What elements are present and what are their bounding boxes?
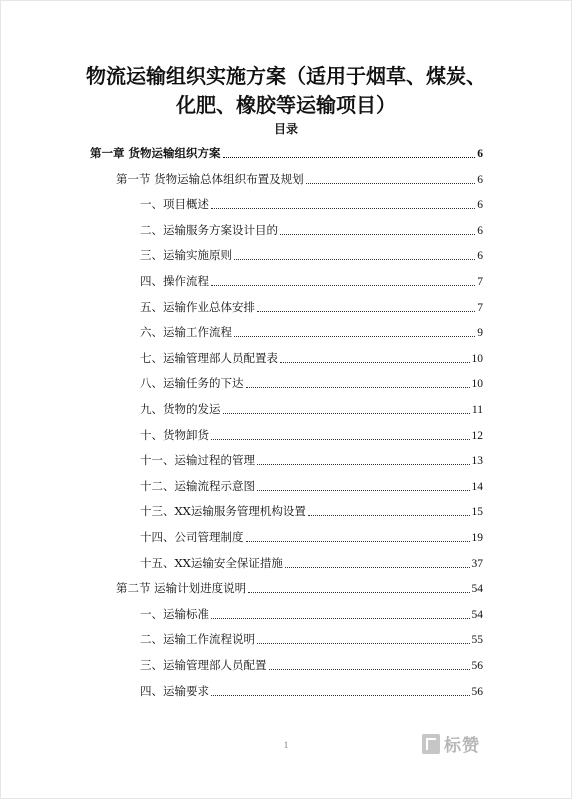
toc-entry-label: 二、运输服务方案设计目的 [140,222,278,237]
toc-leader-dots [285,566,470,568]
toc-entry-label: 六、运输工作流程 [140,325,232,340]
toc-leader-dots [248,591,469,593]
toc-entry-page: 10 [471,352,483,365]
toc-leader-dots [257,489,470,491]
toc-leader-dots [308,514,470,516]
toc-leader-dots [280,233,475,235]
toc-entry-label: 八、运输任务的下达 [140,376,244,391]
toc-entry[interactable] [140,194,483,214]
toc-leader-dots [246,386,470,388]
toc-entry-page: 19 [471,532,483,544]
toc-entry-page: 7 [477,301,483,314]
toc-entry-page: 55 [471,634,483,647]
toc-entry-label: 第一章 货物运输组织方案 [90,146,221,160]
toc-entry-page: 6 [477,224,483,237]
toc-heading: 目录 [273,122,298,136]
toc-entry-label: 四、运输要求 [140,683,209,698]
toc-entry[interactable] [140,501,483,521]
toc-leader-dots [306,182,476,184]
toc-entry-label: 十三、XX运输服务管理机构设置 [140,504,306,519]
toc-entry-page: 56 [471,660,483,672]
toc-leader-dots [223,412,470,414]
toc-entry-label: 二、运输工作流程说明 [140,632,255,647]
toc-entry-page: 56 [471,685,483,698]
toc-entry[interactable] [140,425,483,445]
toc-entry[interactable] [140,348,483,368]
toc-entry-label: 三、运输实施原则 [140,248,232,263]
toc-leader-dots [211,617,470,619]
toc-entry-page: 6 [477,199,483,212]
toc-entry-page: 9 [477,327,483,340]
toc-leader-dots [211,694,470,696]
toc-entry[interactable] [140,220,483,240]
toc-entry-label: 一、项目概述 [140,197,209,212]
toc-entry-page: 12 [471,429,483,442]
toc-entry-label: 九、货物的发运 [140,402,221,416]
toc-entry[interactable] [140,553,483,573]
toc-entry-label: 四、操作流程 [140,274,209,288]
toc-leader-dots [257,642,470,644]
toc-entry[interactable] [140,604,483,624]
toc-leader-dots [211,438,470,440]
toc-leader-dots [246,540,470,542]
toc-entry-label: 十、货物卸货 [140,427,209,442]
toc-leader-dots [223,156,476,158]
document-title-line-2: 化肥、橡胶等运输项目） [176,93,396,117]
toc-entry-page: 6 [477,250,483,263]
watermark [422,731,480,756]
toc-entry-label: 十一、运输过程的管理 [140,453,255,468]
toc-entry-page: 14 [471,480,483,493]
toc-entry-label: 三、运输管理部人员配置 [140,658,267,672]
toc-entry[interactable] [140,629,483,649]
toc-leader-dots [280,361,470,363]
biaozan-logo-icon [422,734,440,754]
toc-entry-label: 五、运输作业总体安排 [140,299,255,314]
toc-entry[interactable] [140,399,483,419]
toc-entry-page: 54 [471,583,483,596]
toc-entry[interactable] [116,169,483,189]
toc-entry[interactable] [140,527,483,547]
toc-entry[interactable] [140,297,483,317]
document-title-line-1: 物流运输组织实施方案（适用于烟草、煤炭、 [86,64,486,88]
toc-entry-label: 十四、公司管理制度 [140,530,244,544]
toc-leader-dots [234,258,475,260]
toc-entry-label: 十二、运输流程示意图 [140,478,255,493]
toc-entry[interactable] [140,450,483,470]
toc-entry-label: 十五、XX运输安全保证措施 [140,555,283,570]
toc-entry[interactable] [116,578,483,598]
toc-entry-page: 6 [477,173,483,186]
toc-entry-page: 6 [477,148,483,160]
toc-entry-page: 7 [477,276,483,288]
toc-entry[interactable] [90,143,483,163]
toc-entry-page: 10 [471,378,483,391]
toc-leader-dots [257,310,475,312]
document-title [60,62,512,120]
toc-entry-label: 第一节 货物运输总体组织布置及规划 [116,171,304,186]
toc-entry-page: 54 [471,608,483,621]
toc-entry-label: 一、运输标准 [140,606,209,621]
toc-leader-dots [211,207,475,209]
toc-entry[interactable] [140,373,483,393]
toc-entry[interactable] [140,476,483,496]
toc-entry[interactable] [140,655,483,675]
toc-entry[interactable] [140,681,483,701]
toc-entry[interactable] [140,271,483,291]
toc-entry-page: 13 [471,455,483,468]
toc-entry-label: 第二节 运输计划进度说明 [116,581,247,596]
toc-entry-page: 37 [471,557,483,570]
toc-leader-dots [234,335,475,337]
watermark-text: 标赞 [444,736,480,756]
toc-leader-dots [211,284,475,286]
toc-leader-dots [269,668,470,670]
toc-entry-label: 七、运输管理部人员配置表 [140,350,278,365]
page-number: 1 [283,740,289,750]
toc-entry[interactable] [140,322,483,342]
toc-leader-dots [257,463,470,465]
toc-entry-page: 11 [471,404,483,416]
toc-entry-page: 15 [471,506,483,519]
toc-entry[interactable] [140,245,483,265]
